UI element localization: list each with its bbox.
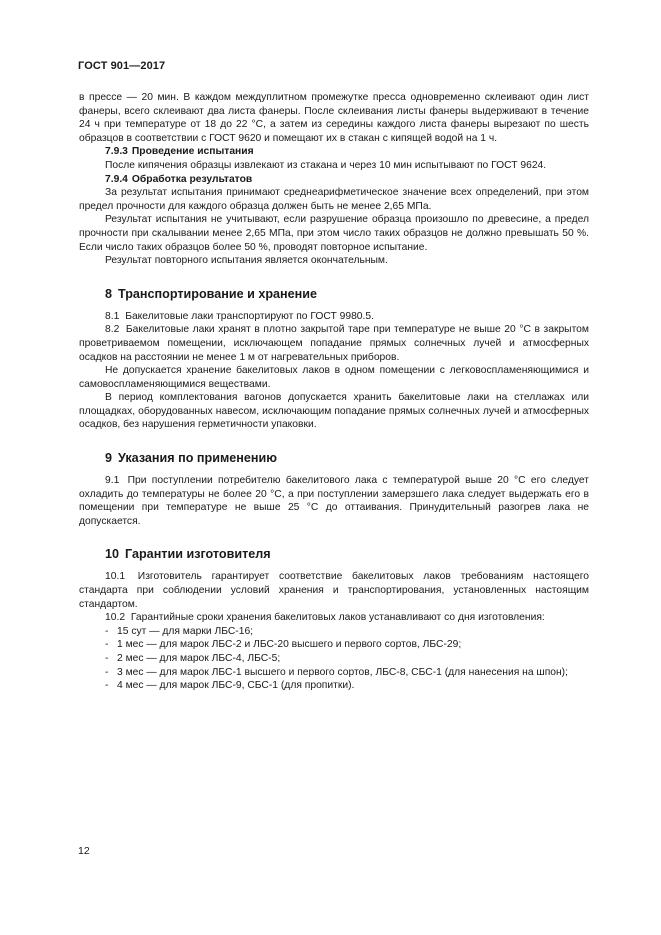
paragraph-7-9-4-c: Результат повторного испытания является окончательным. [105,255,388,267]
list-item-text: 3 мес — для марок ЛБС-1 высшего и первого сортов, ЛБС-8, СБС-1 (для нанесения на шпон); [117,666,568,678]
paragraph-7-9-3: После кипячения образцы извлекают из стакана и через 10 мин испытывают по ГОСТ 9624. [105,159,547,171]
clause-text: При поступлении потребителю бакелитового лака с температурой выше 20 °С его следует охладить до температуры не более 20 °С, а при поступлении замерзшего лака следует выдержать его в помещении при температуре не выше 25 °С до оттаивания. Принудительный разогрев лака не допускается. [79,475,589,527]
paragraph-10-2 [79,611,589,625]
paragraph-8-2-c: В период комплектования вагонов допускается хранить бакелитовые лаки на стеллажах или площадках, оборудованных навесом, исключающим попадание прямых солнечных лучей и атмосферных осадков, без нарушения герметичности упаковки. [79,392,589,431]
clause-number: 8.1 [105,310,120,322]
subsection-title: Проведение испытания [131,146,254,158]
clause-text: Бакелитовые лаки транспортируют по ГОСТ 9980.5. [125,310,374,322]
paragraph-8-2-b: Не допускается хранение бакелитовых лаков в одном помещении с легковоспламеняющимися и самовоспламеняющимися веществами. [79,365,589,390]
list-dash: - [105,625,109,637]
list-item-text: 2 мес — для марок ЛБС-4, ЛБС-5; [117,653,281,664]
list-dash: - [105,653,109,664]
page-number: 12 [78,845,90,857]
list-item [79,625,589,639]
paragraph-7-9-4-b: Результат испытания не учитывают, если разрушение образца произошло по древесине, а предел прочности при скалывании менее 2,65 МПа, при этом число таких образцов не должно превышать 50 %. Если число таких образцов более 50 %, проводят повторное испытание. [79,214,589,253]
paragraph-8-1 [79,310,589,324]
clause-text: Гарантийные сроки хранения бакелитовых лаков устанавливают со дня изготовления: [130,612,545,624]
section-title: Транспортирование и хранение [118,286,317,301]
document-header: ГОСТ 901—2017 [78,60,166,72]
section-heading-10 [79,546,589,562]
subsection-heading-7-9-3 [79,145,589,159]
subsection-heading-7-9-4 [79,173,589,187]
list-item [79,652,589,666]
clause-number: 10.2 [105,612,126,624]
paragraph-intro: в прессе — 20 мин. В каждом междуплитном промежутке пресса одновременно склеивают один лист фанеры, всего склеивают два листа фанеры. После склеивания листы фанеры выдерживают в течение 24 ч при температуре от 18 до 22 °С, а затем из середины каждого листа фанеры вырезают по шесть образцов в соответствии с ГОСТ 9620 и помещают их в стакан с кипящей водой на 1 ч. [79,92,589,144]
paragraph-7-9-4-a: За результат испытания принимают среднеарифметическое значение всех определений, при этом предел прочности для каждого образца должен быть не менее 2,65 МПа. [79,187,589,212]
clause-text: Изготовитель гарантирует соответствие бакелитовых лаков требованиям настоящего стандарта при соблюдении условий хранения и транспортирования, установленных настоящим стандартом. [79,571,589,610]
list-item [79,638,589,652]
section-number: 9 [105,451,113,466]
list-item-text: 1 мес — для марок ЛБС-2 и ЛБС-20 высшего и первого сортов, ЛБС-29; [117,639,462,651]
list-item-text: 4 мес — для марок ЛБС-9, СБС-1 (для пропитки). [117,680,355,692]
list-item-text: 15 сут — для марки ЛБС-16; [117,625,254,637]
subsection-title: Обработка результатов [131,173,253,185]
clause-number: 9.1 [105,475,120,487]
paragraph-9-1 [79,474,589,528]
list-item [79,679,589,693]
section-heading-8 [79,286,589,302]
section-number: 10 [105,547,120,562]
clause-number: 8.2 [105,324,120,336]
list-item [79,666,589,680]
list-dash: - [105,666,109,678]
paragraph-8-2 [79,323,589,364]
section-title: Гарантии изготовителя [125,547,271,562]
list-dash: - [105,680,109,692]
document-body [79,91,589,693]
paragraph-10-1 [79,570,589,611]
list-dash: - [105,639,109,651]
clause-text: Бакелитовые лаки хранят в плотно закрытой таре при температуре не выше 20 °С в закрытом проветриваемом помещении, исключающем попадание прямых солнечных лучей и атмосферных осадков на расстоянии не менее 1 м от нагревательных приборов. [79,324,589,363]
section-title: Указания по применению [118,451,277,466]
section-heading-9 [79,450,589,466]
subsection-number: 7.9.4 [105,173,128,185]
section-number: 8 [105,286,113,301]
clause-number: 10.1 [105,571,126,583]
subsection-number: 7.9.3 [105,146,128,158]
